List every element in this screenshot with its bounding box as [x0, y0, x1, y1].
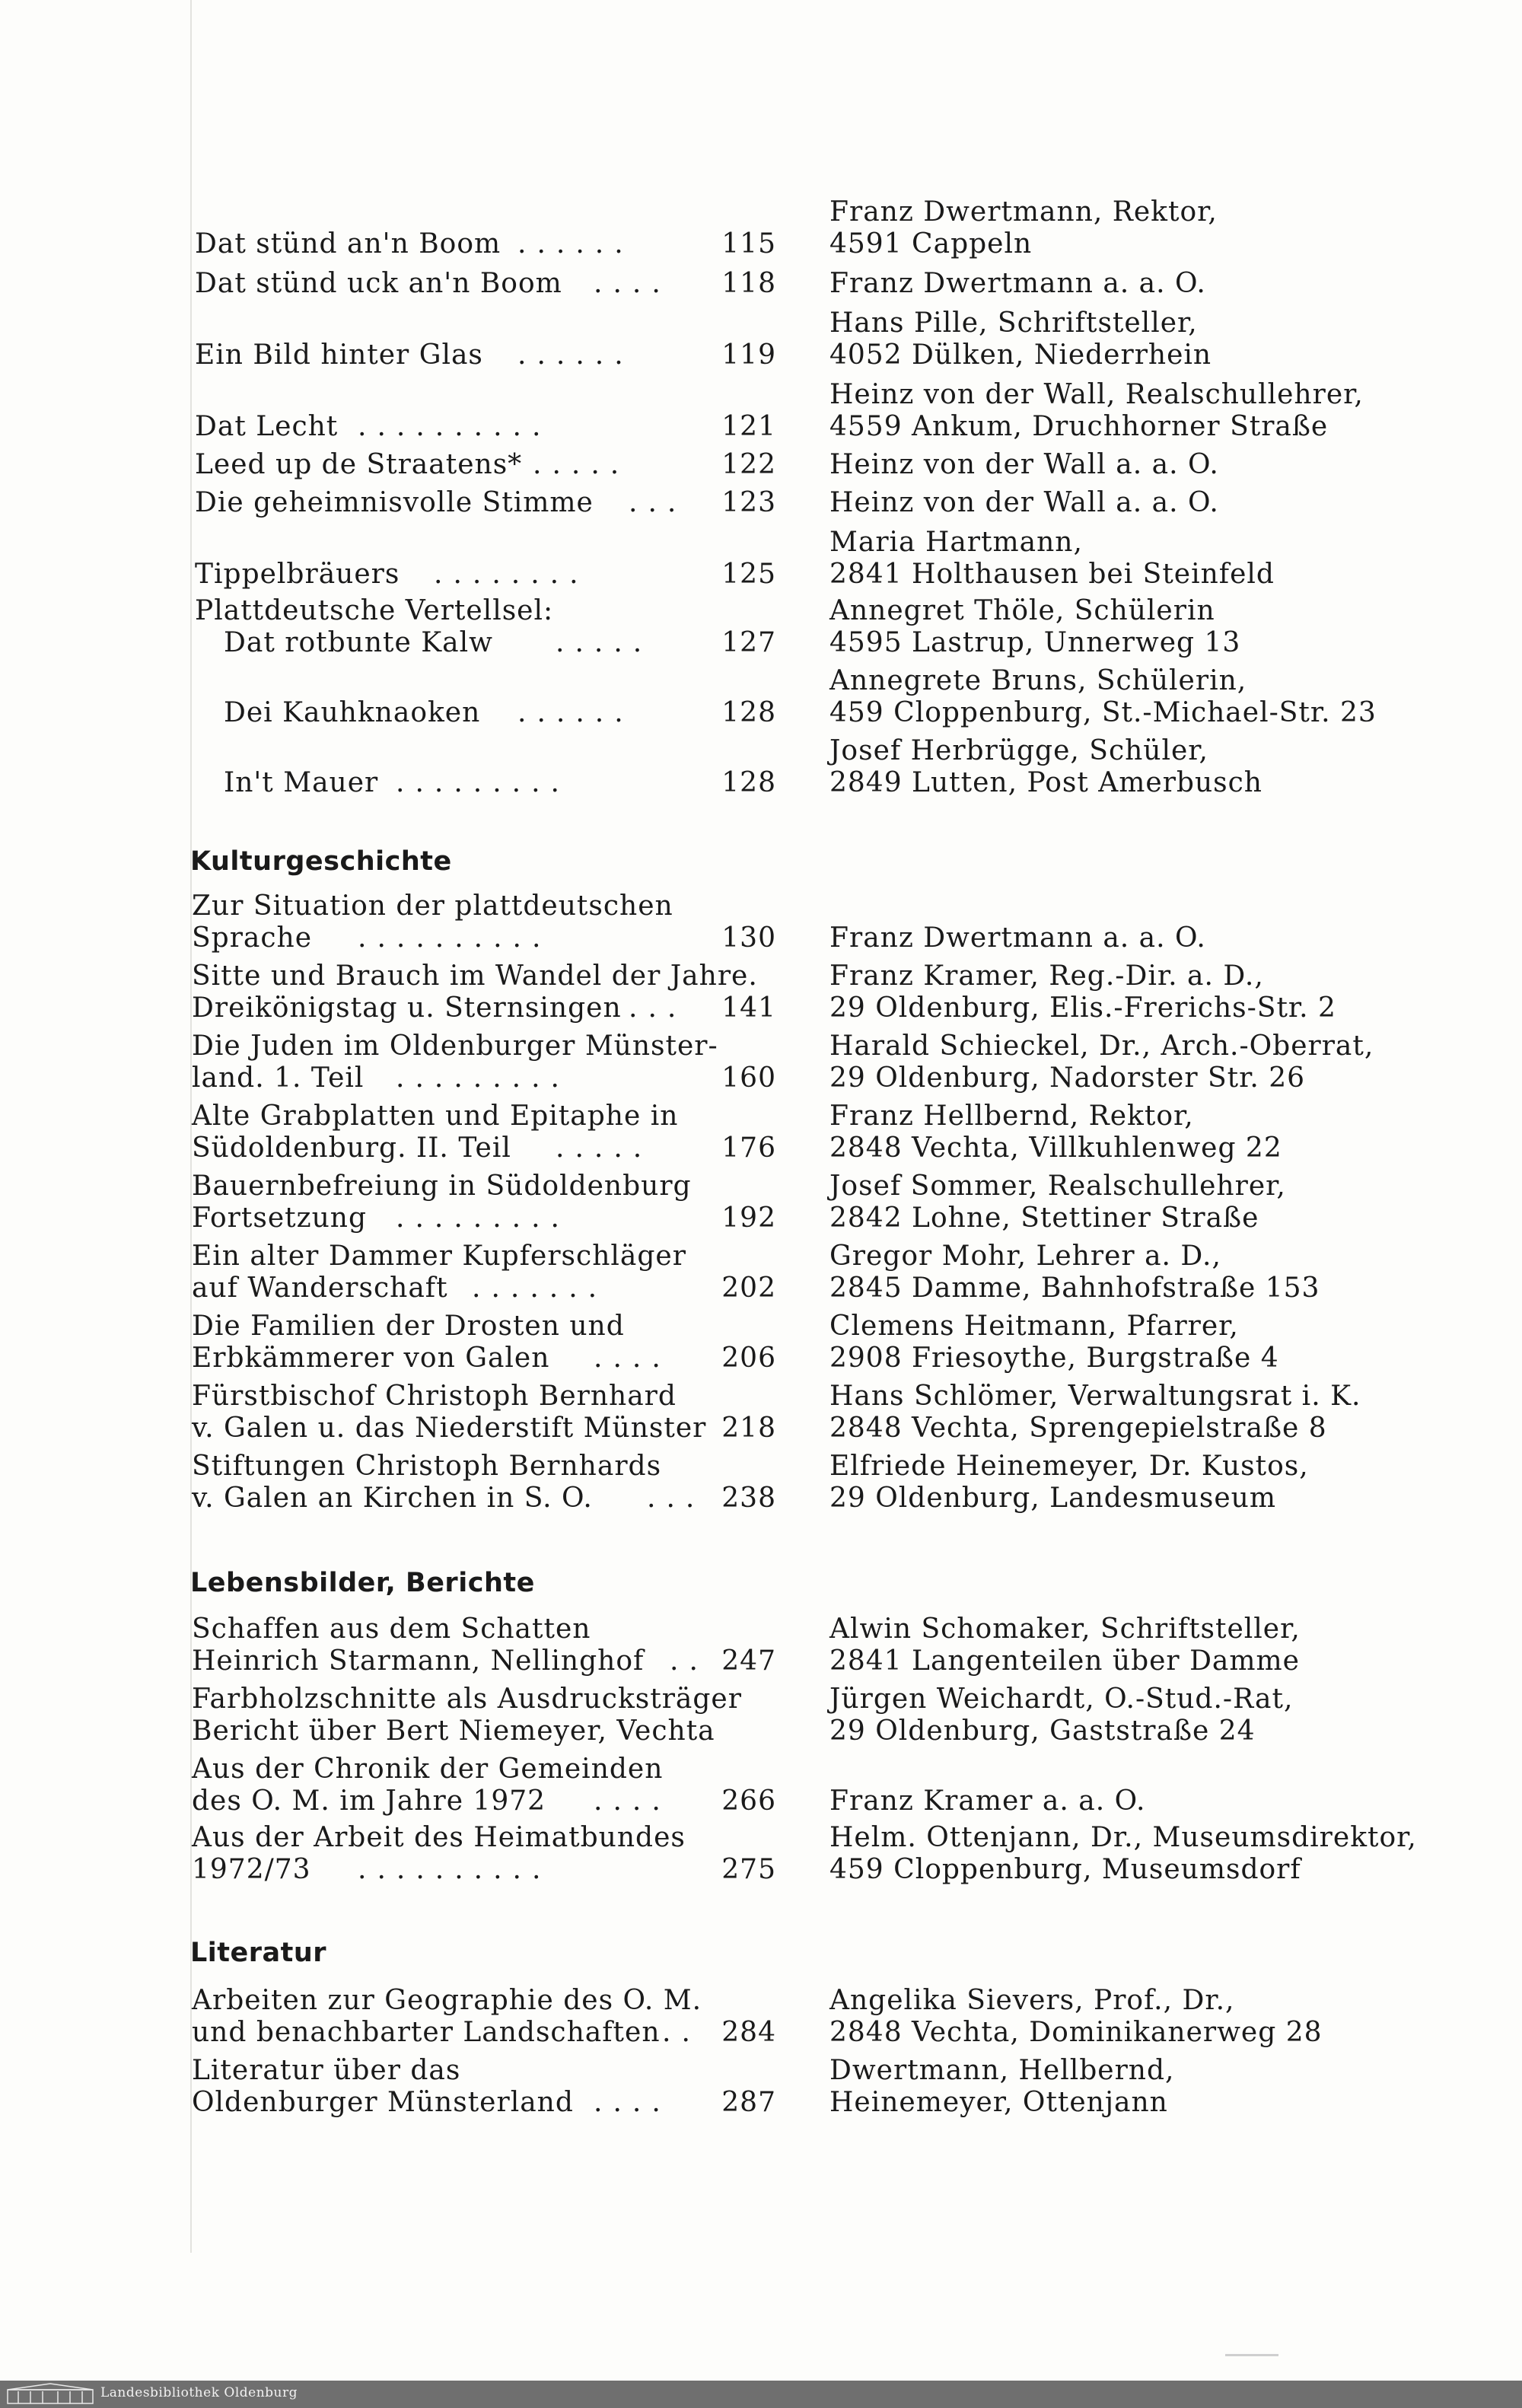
leader-dots: ...: [647, 1483, 705, 1514]
page-number: 202: [721, 1272, 776, 1304]
author-line-2: 2849 Lutten, Post Amerbusch: [829, 767, 1262, 798]
author-line-2: 29 Oldenburg, Landesmuseum: [829, 1483, 1276, 1514]
entry-title: Leed up de Straatens*: [195, 449, 523, 480]
leader-dots: ..: [670, 1645, 708, 1677]
author-line-2: 459 Cloppenburg, Museumsdorf: [829, 1854, 1301, 1885]
entry-title-line-2: Bericht über Bert Niemeyer, Vechta: [192, 1715, 715, 1747]
author-line-2: 4052 Dülken, Niederrhein: [829, 339, 1212, 371]
entry-title-line-1: Fürstbischof Christoph Bernhard: [192, 1381, 677, 1412]
entry-title-prefix: Plattdeutsche Vertellsel:: [195, 595, 554, 626]
page-number: 275: [721, 1854, 776, 1885]
entry-title-line-1: Zur Situation der plattdeutschen: [192, 890, 673, 922]
author-line-1: Heinz von der Wall, Realschullehrer,: [829, 379, 1364, 410]
author-line-1: Josef Herbrügge, Schüler,: [829, 735, 1208, 766]
page-number: 266: [721, 1785, 776, 1817]
page-number: 128: [721, 767, 776, 798]
author-line-1: Hans Pille, Schriftsteller,: [829, 307, 1198, 339]
author-line-1: Clemens Heitmann, Pfarrer,: [829, 1311, 1239, 1342]
entry-title: Dat stünd uck an'n Boom: [195, 268, 562, 299]
author-line-2: 29 Oldenburg, Gaststraße 24: [829, 1715, 1256, 1747]
author-line-1: Alwin Schomaker, Schriftsteller,: [829, 1613, 1301, 1645]
author-line-1: Annegrete Bruns, Schülerin,: [829, 665, 1247, 696]
author-line-2: 2842 Lohne, Stettiner Straße: [829, 1202, 1259, 1234]
entry-title: Ein Bild hinter Glas: [195, 339, 483, 371]
entry-title-line-1: Stiftungen Christoph Bernhards: [192, 1451, 662, 1482]
leader-dots: .........: [396, 1202, 570, 1234]
leader-dots: .....: [533, 449, 630, 480]
author-line-2: Franz Kramer a. a. O.: [829, 1785, 1146, 1817]
entry-title: Dat rotbunte Kalw: [224, 627, 493, 658]
author-line-1: Franz Dwertmann, Rektor,: [829, 196, 1218, 228]
entry-title-line-2: Sprache: [192, 922, 313, 954]
author-line-1: Franz Dwertmann a. a. O.: [829, 268, 1206, 299]
author-line-2: 4595 Lastrup, Unnerweg 13: [829, 627, 1241, 658]
entry-title-line-1: Ein alter Dammer Kupferschläger: [192, 1241, 686, 1272]
leader-dots: ......: [517, 228, 634, 260]
entry-title-line-2: Fortsetzung: [192, 1202, 367, 1234]
page-number: 141: [721, 992, 776, 1024]
leader-dots: ..........: [358, 1854, 552, 1885]
page-number: 127: [721, 627, 776, 658]
entry-title-line-2: Südoldenburg. II. Teil: [192, 1132, 511, 1164]
entry-title: Dat Lecht: [195, 411, 339, 442]
page-number: 125: [721, 559, 776, 590]
entry-title-line-1: Die Familien der Drosten und: [192, 1311, 625, 1342]
library-building-icon: [6, 2382, 94, 2405]
entry-title-line-2: v. Galen u. das Niederstift Münster: [192, 1413, 707, 1444]
entry-title-line-1: Alte Grabplatten und Epitaphe in: [192, 1100, 679, 1132]
scan-mark: [1225, 2354, 1278, 2356]
entry-title-line-1: Schaffen aus dem Schatten: [192, 1613, 591, 1645]
page-number: 123: [721, 487, 776, 518]
leader-dots: .........: [396, 1062, 570, 1094]
author-line-1: Hans Schlömer, Verwaltungsrat i. K.: [829, 1381, 1361, 1412]
entry-title-line-2: v. Galen an Kirchen in S. O.: [192, 1483, 593, 1514]
page-number: 206: [721, 1343, 776, 1374]
leader-dots: .....: [556, 1132, 653, 1164]
author-line-2: 2848 Vechta, Dominikanerweg 28: [829, 2017, 1323, 2048]
author-line-1: Dwertmann, Hellbernd,: [829, 2055, 1175, 2086]
author-line-1: Angelika Sievers, Prof., Dr.,: [829, 1985, 1235, 2016]
entry-title-line-2: und benachbarter Landschaften: [192, 2017, 661, 2048]
leader-dots: ....: [594, 2087, 671, 2118]
page-number: 218: [721, 1413, 776, 1444]
author-line-1: Helm. Ottenjann, Dr., Museumsdirektor,: [829, 1822, 1417, 1853]
leader-dots: ......: [517, 697, 634, 728]
page-number: 122: [721, 449, 776, 480]
entry-title-line-1: Farbholzschnitte als Ausdrucksträger: [192, 1683, 742, 1715]
author-line-2: 29 Oldenburg, Elis.-Frerichs-Str. 2: [829, 992, 1336, 1024]
author-line-2: Heinemeyer, Ottenjann: [829, 2087, 1168, 2118]
leader-dots: ......: [517, 339, 634, 371]
leader-dots: .....: [556, 627, 653, 658]
author-line-2: 2848 Vechta, Villkuhlenweg 22: [829, 1132, 1282, 1164]
entry-title-line-1: Bauernbefreiung in Südoldenburg: [192, 1171, 692, 1202]
leader-dots: ...: [629, 487, 687, 518]
author-line-1: Harald Schieckel, Dr., Arch.-Oberrat,: [829, 1030, 1374, 1062]
page-number: 119: [721, 339, 776, 371]
author-line-2: 4591 Cappeln: [829, 228, 1033, 260]
author-line-1: Annegret Thöle, Schülerin: [829, 595, 1215, 626]
page-number: 247: [721, 1645, 776, 1677]
entry-title: Tippelbräuers: [195, 559, 400, 590]
entry-title-line-2: 1972/73: [192, 1854, 311, 1885]
entry-title-line-1: Sitte und Brauch im Wandel der Jahre.: [192, 960, 758, 992]
leader-dots: .........: [396, 767, 570, 798]
entry-title: Dei Kauhknaoken: [224, 697, 481, 728]
page-number: 115: [721, 228, 776, 260]
author-line-1: Jürgen Weichardt, O.-Stud.-Rat,: [829, 1683, 1294, 1715]
section-heading: Lebensbilder, Berichte: [190, 1568, 535, 1598]
page-number: 160: [721, 1062, 776, 1094]
author-line-2: 4559 Ankum, Druchhorner Straße: [829, 411, 1329, 442]
leader-dots: ..........: [358, 922, 552, 954]
entry-title-line-1: Literatur über das: [192, 2055, 461, 2086]
page-number: 238: [721, 1483, 776, 1514]
author-line-2: 2848 Vechta, Sprengepielstraße 8: [829, 1413, 1327, 1444]
author-line-2: 2845 Damme, Bahnhofstraße 153: [829, 1272, 1320, 1304]
entry-title-line-2: Heinrich Starmann, Nellinghof: [192, 1645, 645, 1677]
author-line-1: Franz Hellbernd, Rektor,: [829, 1100, 1194, 1132]
leader-dots: ....: [594, 268, 671, 299]
leader-dots: ....: [594, 1343, 671, 1374]
leader-dots: ..: [662, 2017, 701, 2048]
page-number: 192: [721, 1202, 776, 1234]
entry-title-line-1: Aus der Chronik der Gemeinden: [192, 1753, 664, 1785]
page-number: 284: [721, 2017, 776, 2048]
page-number: 121: [721, 411, 776, 442]
section-heading: Kulturgeschichte: [190, 846, 452, 877]
author-line-2: 459 Cloppenburg, St.-Michael-Str. 23: [829, 697, 1377, 728]
entry-title-line-2: land. 1. Teil: [192, 1062, 365, 1094]
leader-dots: ....: [594, 1785, 671, 1817]
entry-title-line-2: Dreikönigstag u. Sternsingen: [192, 992, 622, 1024]
entry-title: Die geheimnisvolle Stimme: [195, 487, 594, 518]
page-number: 176: [721, 1132, 776, 1164]
leader-dots: ........: [434, 559, 589, 590]
entry-title-line-1: Arbeiten zur Geographie des O. M.: [192, 1985, 702, 2016]
author-line-1: Elfriede Heinemeyer, Dr. Kustos,: [829, 1451, 1309, 1482]
author-line-1: Heinz von der Wall a. a. O.: [829, 487, 1219, 518]
author-line-2: Franz Dwertmann a. a. O.: [829, 922, 1206, 954]
author-line-1: Franz Kramer, Reg.-Dir. a. D.,: [829, 960, 1264, 992]
author-line-1: Heinz von der Wall a. a. O.: [829, 449, 1219, 480]
entry-title-line-1: Aus der Arbeit des Heimatbundes: [192, 1822, 686, 1853]
page-number: 287: [721, 2087, 776, 2118]
leader-dots: .......: [472, 1272, 608, 1304]
page-number: 128: [721, 697, 776, 728]
entry-title: In't Mauer: [224, 767, 379, 798]
author-line-1: Josef Sommer, Realschullehrer,: [829, 1171, 1286, 1202]
author-line-2: 29 Oldenburg, Nadorster Str. 26: [829, 1062, 1306, 1094]
entry-title-line-2: des O. M. im Jahre 1972: [192, 1785, 546, 1817]
leader-dots: ...: [629, 992, 687, 1024]
page-number: 130: [721, 922, 776, 954]
author-line-1: Gregor Mohr, Lehrer a. D.,: [829, 1241, 1221, 1272]
entry-title: Dat stünd an'n Boom: [195, 228, 501, 260]
author-line-1: Maria Hartmann,: [829, 527, 1083, 558]
footer-library-name: Landesbibliothek Oldenburg: [100, 2385, 298, 2400]
page-number: 118: [721, 268, 776, 299]
author-line-2: 2841 Holthausen bei Steinfeld: [829, 559, 1275, 590]
entry-title-line-1: Die Juden im Oldenburger Münster-: [192, 1030, 718, 1062]
entry-title-line-2: Oldenburger Münsterland: [192, 2087, 574, 2118]
entry-title-line-2: auf Wanderschaft: [192, 1272, 448, 1304]
entry-title-line-2: Erbkämmerer von Galen: [192, 1343, 550, 1374]
leader-dots: ..........: [358, 411, 552, 442]
author-line-2: 2908 Friesoythe, Burgstraße 4: [829, 1343, 1279, 1374]
author-line-2: 2841 Langenteilen über Damme: [829, 1645, 1300, 1677]
section-heading: Literatur: [190, 1938, 327, 1968]
